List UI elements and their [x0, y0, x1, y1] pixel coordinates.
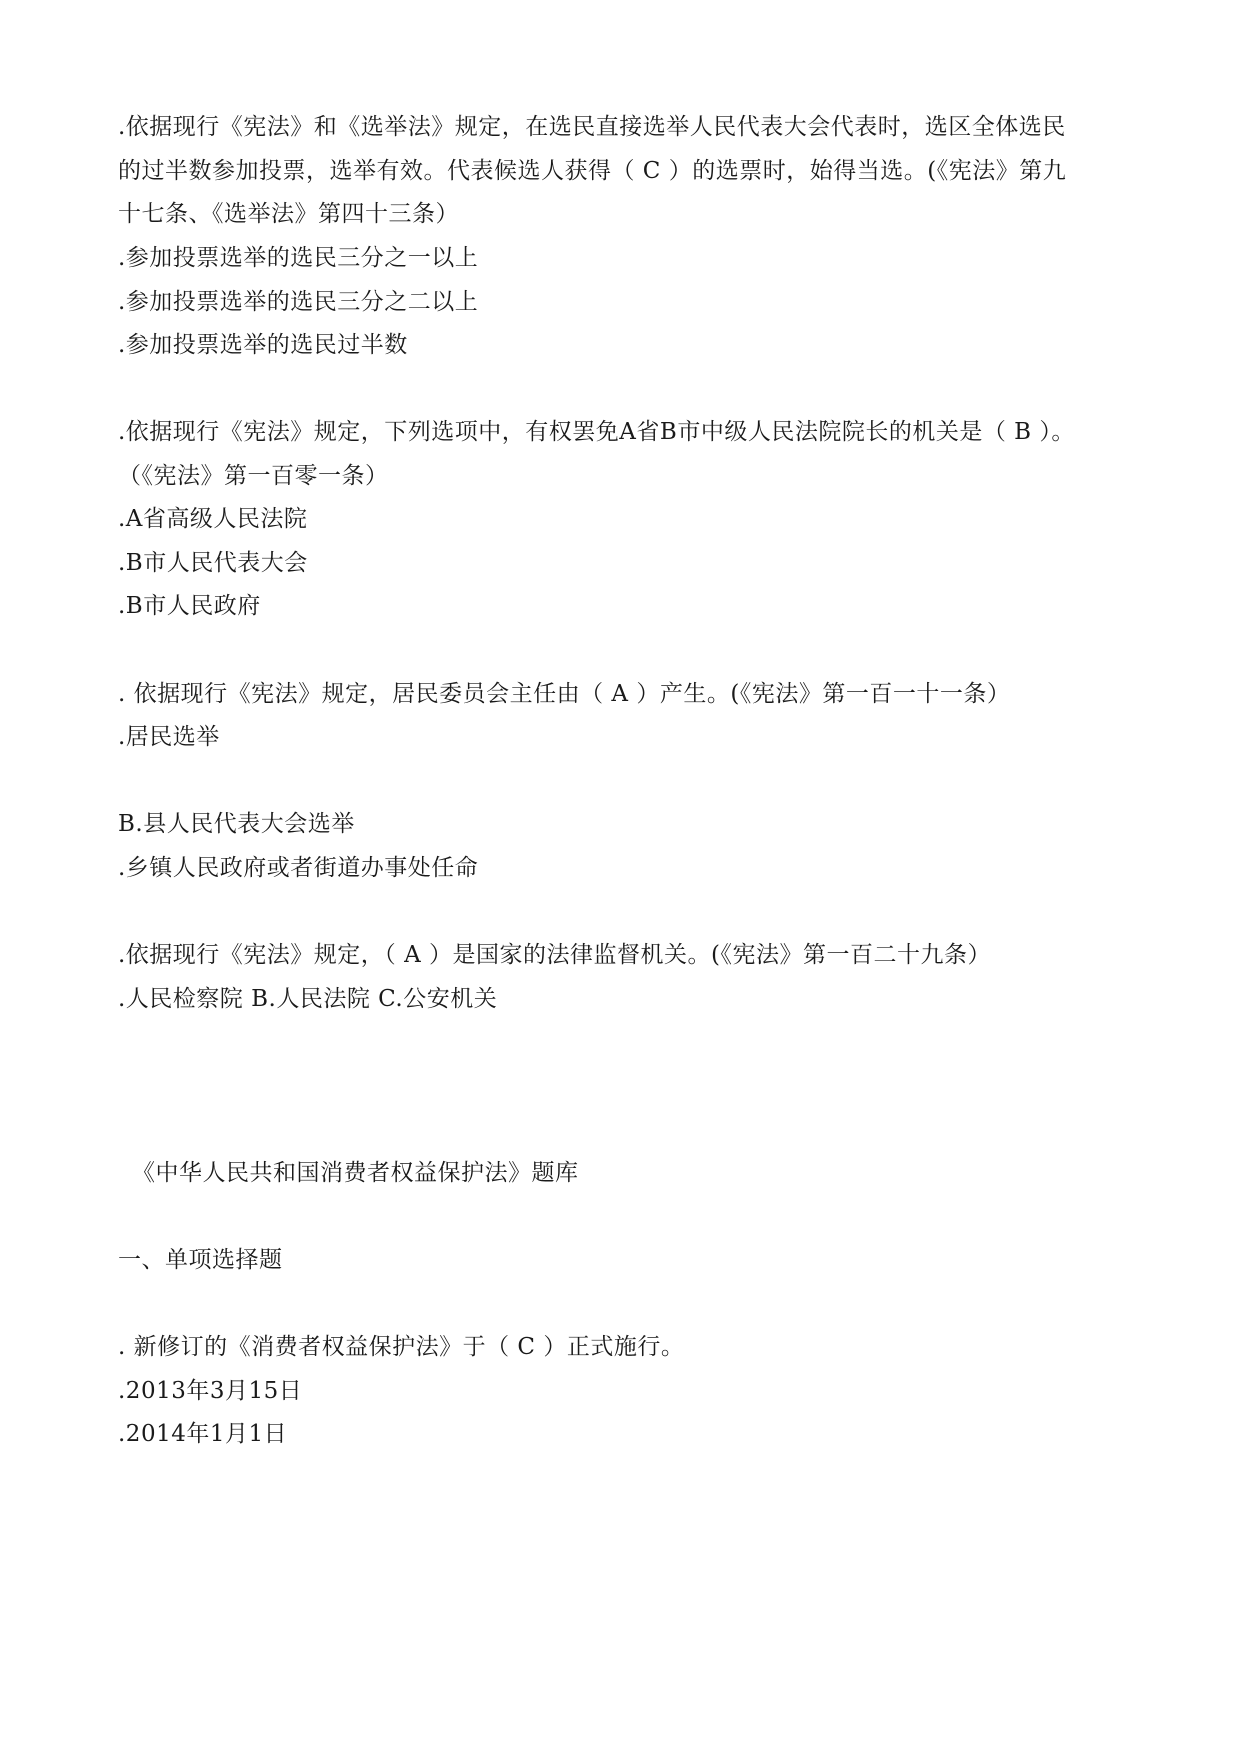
q2-option-b: .B市人民代表大会 — [118, 550, 308, 576]
q1-stem-line-3: 十七条、《选举法》第四十三条） — [118, 201, 459, 227]
q5-option-b: .2014年1月1日 — [118, 1421, 288, 1447]
q4-stem-line-1: .依据现行《宪法》规定，（ A ）是国家的法律监督机关。(《宪法》第一百二十九条） — [118, 942, 992, 968]
q3-option-c: .乡镇人民政府或者街道办事处任命 — [118, 855, 479, 881]
q1-stem-line-1: .依据现行《宪法》和《选举法》规定，在选民直接选举人民代表大会代表时，选区全体选民 — [118, 114, 1066, 140]
section-title: 《中华人民共和国消费者权益保护法》题库 — [132, 1160, 579, 1186]
q1-stem-line-2: 的过半数参加投票，选举有效。代表候选人获得（ C ）的选票时，始得当选。(《宪法》第九 — [118, 158, 1067, 184]
q2-option-c: .B市人民政府 — [118, 593, 261, 619]
q1-option-c: .参加投票选举的选民过半数 — [118, 332, 408, 358]
q1-option-a: .参加投票选举的选民三分之一以上 — [118, 245, 479, 271]
q3-option-b: B.县人民代表大会选举 — [118, 811, 355, 837]
q2-stem-line-1: .依据现行《宪法》规定，下列选项中，有权罢免A省B市中级人民法院院长的机关是（ B ）。 — [118, 419, 1075, 445]
q2-stem-line-2: （《宪法》第一百零一条） — [118, 463, 389, 489]
q3-option-a: .居民选举 — [118, 724, 220, 750]
q3-stem-line-1: . 依据现行《宪法》规定，居民委员会主任由（ A ）产生。(《宪法》第一百一十一条） — [118, 681, 1011, 707]
q2-option-a: .A省高级人民法院 — [118, 506, 308, 532]
q4-options: .人民检察院 B.人民法院 C.公安机关 — [118, 986, 498, 1012]
q5-stem-line-1: . 新修订的《消费者权益保护法》于（ C ）正式施行。 — [118, 1334, 685, 1360]
subsection-title: 一、单项选择题 — [118, 1247, 283, 1273]
q5-option-a: .2013年3月15日 — [118, 1378, 303, 1404]
q1-option-b: .参加投票选举的选民三分之二以上 — [118, 289, 479, 315]
